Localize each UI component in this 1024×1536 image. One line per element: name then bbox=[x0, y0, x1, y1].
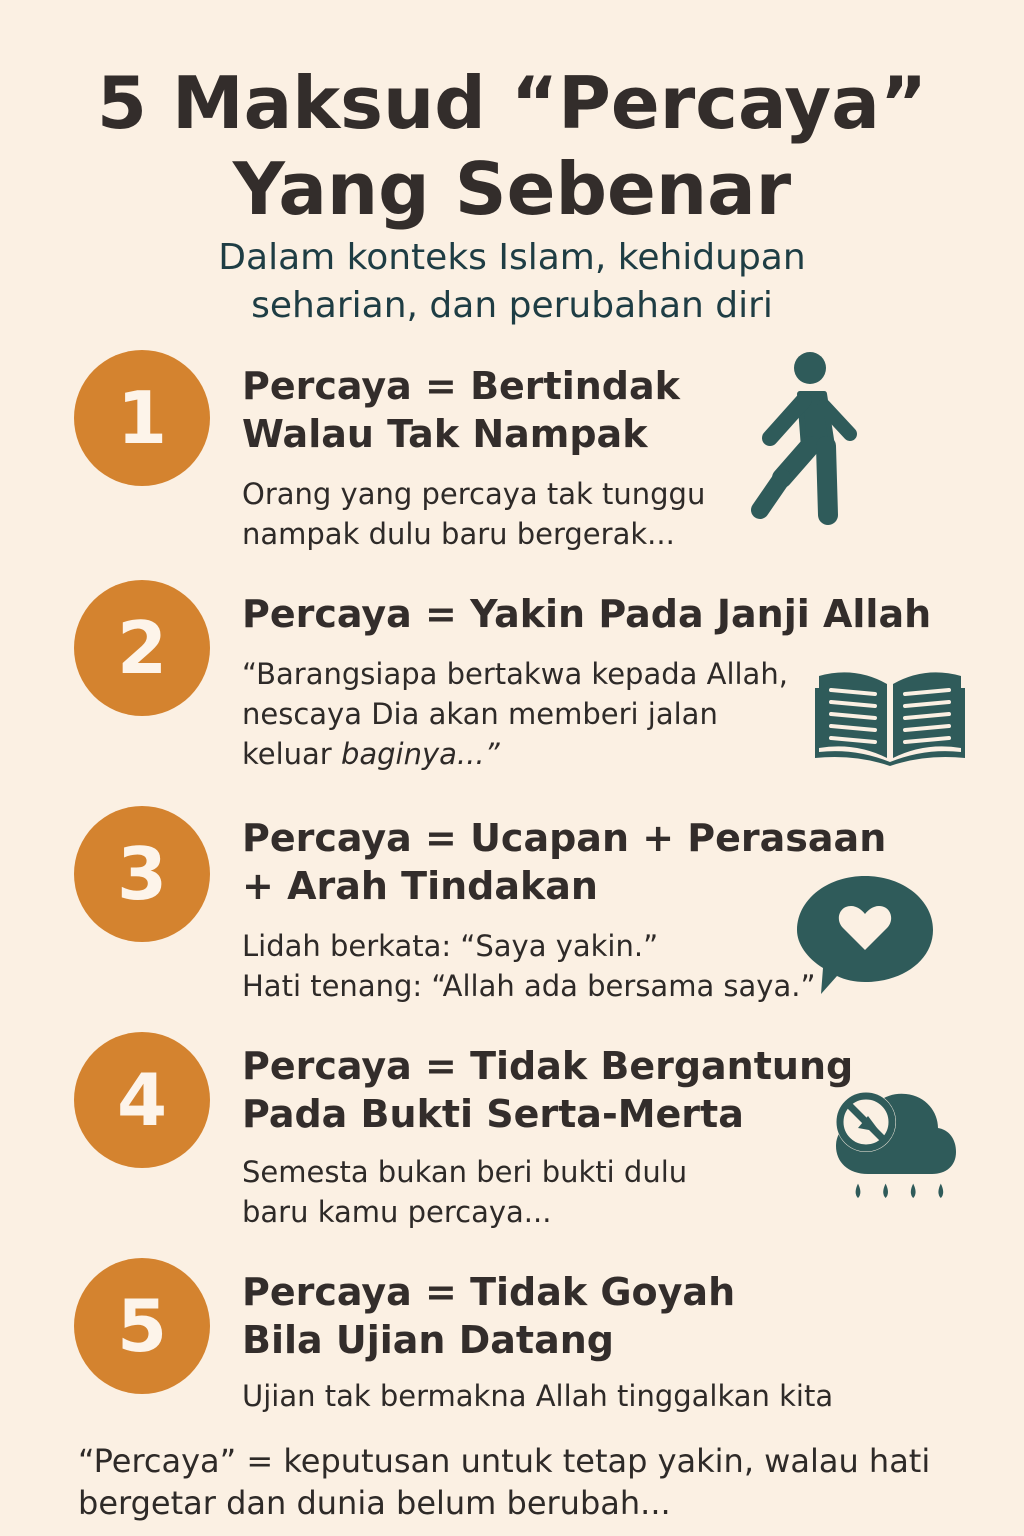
walking-person-icon bbox=[748, 350, 863, 525]
heading-line: Percaya = Tidak Goyah bbox=[242, 1270, 736, 1314]
desc-line: Lidah berkata: “Saya yakin.” bbox=[242, 929, 659, 963]
point-heading bbox=[242, 814, 886, 910]
number-badge: 1 bbox=[74, 350, 210, 486]
desc-line: Hati tenang: “Allah ada bersama saya.” bbox=[242, 969, 816, 1003]
number-badge: 4 bbox=[74, 1032, 210, 1168]
point-heading bbox=[242, 362, 680, 458]
desc-line: Semesta bukan beri bukti dulu bbox=[242, 1155, 688, 1189]
footer-line-2: bergetar dan dunia belum berubah... bbox=[78, 1484, 671, 1522]
heading-line: Walau Tak Nampak bbox=[242, 412, 648, 456]
desc-line: nampak dulu baru bergerak... bbox=[242, 517, 675, 551]
desc-italic-text: baginya...” bbox=[340, 737, 500, 771]
number-badge: 2 bbox=[74, 580, 210, 716]
heading-line: Percaya = Ucapan + Perasaan bbox=[242, 816, 887, 860]
point-description bbox=[242, 654, 788, 774]
point-description bbox=[242, 926, 816, 1006]
point-description bbox=[242, 1376, 833, 1416]
heart-speech-bubble-icon bbox=[793, 872, 938, 997]
page-title bbox=[0, 60, 1024, 232]
subtitle-line-2: seharian, dan perubahan diri bbox=[251, 285, 773, 326]
desc-line: baru kamu percaya... bbox=[242, 1195, 552, 1229]
desc-line bbox=[242, 734, 788, 774]
number-badge: 5 bbox=[74, 1258, 210, 1394]
page-subtitle bbox=[0, 234, 1024, 330]
point-heading bbox=[242, 1268, 735, 1364]
footer-line-1: “Percaya” = keputusan untuk tetap yakin, walau hati bbox=[78, 1442, 931, 1480]
heading-line: Percaya = Yakin Pada Janji Allah bbox=[242, 592, 932, 636]
desc-line: nescaya Dia akan memberi jalan bbox=[242, 697, 718, 731]
no-sun-rain-cloud-icon bbox=[828, 1078, 958, 1208]
open-book-icon bbox=[815, 662, 965, 772]
title-line-1: 5 Maksud “Percaya” bbox=[96, 61, 928, 145]
desc-line: Ujian tak bermakna Allah tinggalkan kita bbox=[242, 1379, 834, 1413]
desc-line: Orang yang percaya tak tunggu bbox=[242, 477, 706, 511]
heading-line: Bila Ujian Datang bbox=[242, 1318, 614, 1362]
heading-line: Percaya = Tidak Bergantung bbox=[242, 1044, 854, 1088]
point-heading bbox=[242, 1042, 853, 1138]
desc-line: “Barangsiapa bertakwa kepada Allah, bbox=[242, 657, 788, 691]
point-heading bbox=[242, 590, 931, 638]
subtitle-line-1: Dalam konteks Islam, kehidupan bbox=[218, 237, 806, 278]
title-line-2: Yang Sebenar bbox=[232, 147, 792, 231]
heading-line: Pada Bukti Serta-Merta bbox=[242, 1092, 744, 1136]
desc-text: keluar bbox=[242, 737, 332, 771]
point-description bbox=[242, 474, 705, 554]
number-badge: 3 bbox=[74, 806, 210, 942]
point-description bbox=[242, 1152, 687, 1232]
footer-quote bbox=[78, 1440, 930, 1524]
heading-line: Percaya = Bertindak bbox=[242, 364, 680, 408]
heading-line: + Arah Tindakan bbox=[242, 864, 598, 908]
